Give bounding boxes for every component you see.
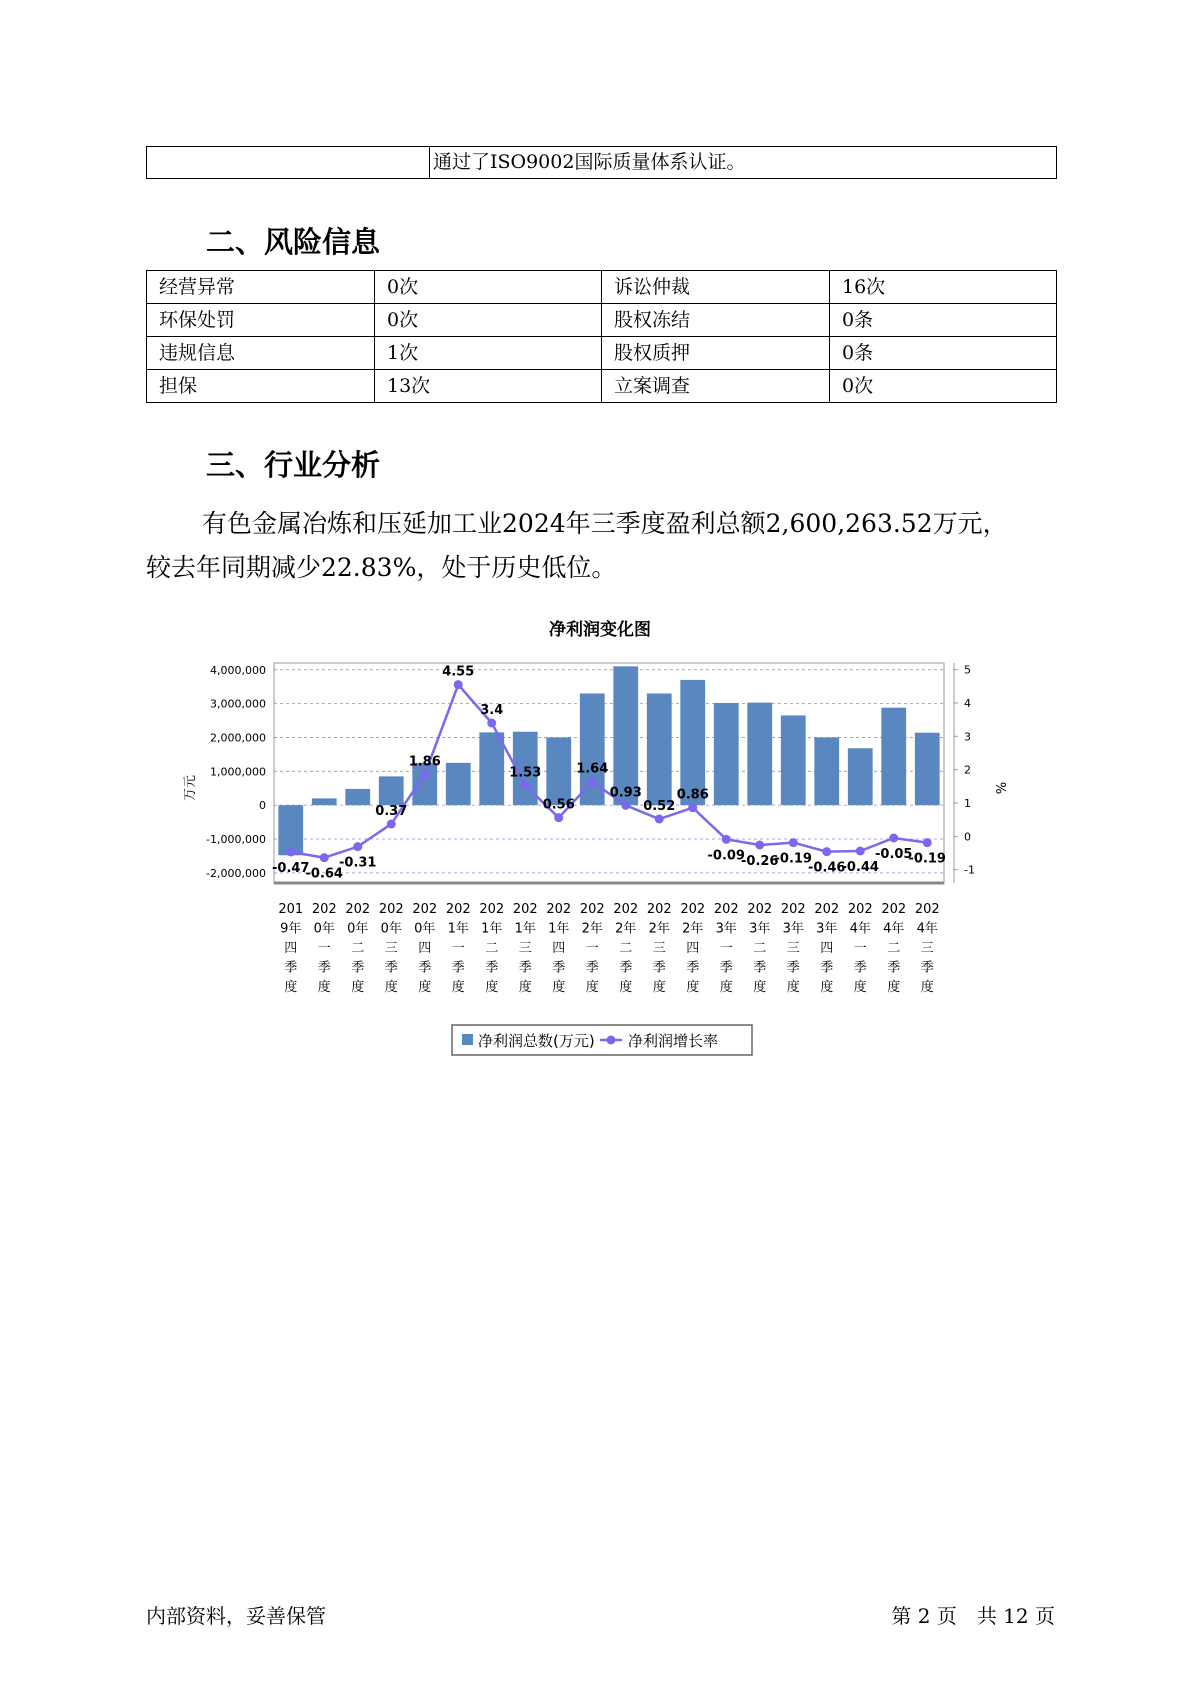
growth-point	[822, 847, 831, 856]
x-tick-label: 202 3年一季度	[713, 902, 739, 995]
plot-area	[274, 663, 944, 883]
bar	[814, 737, 839, 805]
bar	[613, 666, 638, 805]
x-tick-label: 202 3年二季度	[747, 902, 773, 995]
bar	[881, 708, 906, 805]
left-axis-label: 万元	[183, 774, 198, 802]
cert-value-cell: 通过了ISO9002国际质量体系认证。	[430, 147, 1057, 179]
x-tick-label: 202 4年一季度	[847, 902, 873, 995]
x-tick-label: 201 9年四季度	[278, 902, 304, 995]
left-tick-label: 3,000,000	[210, 697, 266, 711]
growth-point	[889, 834, 898, 843]
x-tick-label: 202 1年三季度	[512, 902, 538, 995]
paragraph-line-1: 有色金属冶炼和压延加工业2024年三季度盈利总额2,600,263.52万元，	[202, 509, 1008, 538]
data-label: -0.64	[305, 866, 343, 882]
right-tick-label: 1	[964, 797, 971, 810]
net-profit-chart	[170, 615, 1007, 1065]
data-label: -0.19	[774, 851, 812, 867]
table-row	[147, 370, 1057, 403]
growth-point	[722, 835, 731, 844]
growth-point	[789, 838, 798, 847]
right-tick-label: 2	[964, 763, 971, 777]
bar	[479, 732, 504, 805]
growth-point	[387, 820, 396, 829]
x-tick-label: 202 1年二季度	[479, 902, 505, 995]
growth-point	[588, 777, 597, 786]
x-tick-label: 202 4年二季度	[881, 902, 907, 995]
right-axis-ticks	[954, 663, 975, 883]
growth-point	[320, 853, 329, 862]
risk-item-value: 0条	[830, 304, 1057, 337]
bar	[714, 703, 739, 805]
industry-analysis-paragraph	[146, 502, 1066, 590]
data-label: 3.4	[480, 703, 504, 718]
paragraph-line-2: 较去年同期减少22.83%，处于历史低位。	[146, 553, 617, 582]
data-label: 0.52	[643, 799, 676, 814]
bar	[546, 737, 571, 805]
cert-label-cell	[147, 147, 430, 179]
data-label: 0.56	[542, 797, 575, 813]
bar	[848, 748, 873, 805]
risk-item-value: 0次	[375, 304, 602, 337]
left-tick-label: -1,000,000	[206, 833, 266, 846]
risk-item-label: 违规信息	[147, 337, 375, 370]
x-tick-label: 202 0年一季度	[311, 902, 337, 995]
left-axis-ticks	[206, 664, 266, 880]
x-axis-labels	[278, 902, 939, 995]
risk-item-value: 1次	[375, 337, 602, 370]
certification-table	[146, 146, 1057, 179]
risk-item-label: 股权冻结	[602, 304, 830, 337]
risk-item-value: 16次	[830, 271, 1057, 304]
risk-item-label: 立案调查	[602, 370, 830, 403]
x-tick-label: 202 1年一季度	[445, 902, 471, 995]
risk-item-value: 13次	[375, 370, 602, 403]
bar	[747, 703, 772, 806]
growth-point	[621, 801, 630, 810]
x-tick-label: 202 2年四季度	[680, 902, 706, 995]
x-tick-label: 202 1年四季度	[546, 902, 572, 995]
bar	[379, 776, 404, 805]
page-number: 第 2 页 共 12 页	[891, 1604, 1055, 1628]
growth-point	[420, 770, 429, 779]
data-label: 1.64	[576, 761, 609, 777]
x-tick-label: 202 2年三季度	[646, 902, 672, 995]
table-row	[147, 337, 1057, 370]
data-label: 0.86	[676, 787, 709, 803]
x-tick-label: 202 2年一季度	[579, 902, 605, 995]
risk-item-label: 环保处罚	[147, 304, 375, 337]
growth-point	[454, 680, 463, 689]
bar	[345, 789, 370, 805]
bar	[915, 733, 940, 805]
growth-point	[521, 781, 530, 790]
data-label: 1.53	[509, 765, 542, 781]
table-row	[147, 271, 1057, 304]
right-tick-label: 0	[964, 830, 971, 844]
legend-line-marker	[607, 1036, 616, 1045]
data-label: -0.19	[908, 851, 946, 867]
growth-point	[554, 813, 563, 822]
plot-frame	[274, 663, 944, 883]
left-tick-label: -2,000,000	[206, 866, 266, 880]
x-tick-label: 202 0年三季度	[378, 902, 404, 995]
left-tick-label: 0	[259, 799, 266, 813]
x-tick-label: 202 0年四季度	[412, 902, 438, 995]
data-label: -0.44	[841, 860, 879, 875]
bar	[446, 763, 471, 805]
bar	[680, 680, 705, 805]
risk-section-heading: 二、风险信息	[206, 225, 381, 259]
chart-legend	[452, 1025, 752, 1055]
industry-section-heading: 三、行业分析	[206, 448, 381, 482]
risk-info-table	[146, 270, 1057, 403]
growth-point	[856, 847, 865, 856]
left-tick-label: 2,000,000	[210, 731, 266, 745]
x-tick-label: 202 3年三季度	[780, 902, 806, 995]
data-label: -0.31	[339, 855, 377, 871]
data-label: 1.86	[408, 754, 441, 770]
right-tick-label: 3	[964, 730, 971, 744]
risk-item-value: 0条	[830, 337, 1057, 370]
data-label: 0.93	[609, 785, 642, 801]
legend-bar-swatch	[462, 1034, 473, 1045]
data-label: -0.47	[272, 861, 310, 876]
risk-item-label: 经营异常	[147, 271, 375, 304]
growth-point	[923, 838, 932, 847]
risk-item-value: 0次	[375, 271, 602, 304]
right-axis-label: %	[992, 781, 1007, 795]
growth-point	[353, 842, 362, 851]
x-tick-label: 202 4年三季度	[914, 902, 940, 995]
table-row	[147, 147, 1057, 179]
risk-item-value: 0次	[830, 370, 1057, 403]
data-label: -0.05	[875, 847, 913, 862]
x-tick-label: 202 2年二季度	[613, 902, 639, 995]
growth-point	[655, 815, 664, 824]
growth-point	[487, 719, 496, 728]
data-label: -0.26	[741, 854, 779, 869]
data-label: 4.55	[442, 664, 475, 680]
left-tick-label: 1,000,000	[210, 765, 266, 779]
footer-note: 内部资料，妥善保管	[146, 1604, 326, 1628]
risk-item-label: 担保	[147, 370, 375, 403]
data-label: -0.09	[707, 848, 745, 864]
risk-item-label: 股权质押	[602, 337, 830, 370]
data-label: -0.46	[808, 860, 846, 876]
legend-bar-label: 净利润总数(万元)	[478, 1032, 595, 1050]
table-row	[147, 304, 1057, 337]
right-tick-label: -1	[964, 863, 975, 877]
growth-point	[286, 848, 295, 857]
right-tick-label: 4	[964, 697, 971, 710]
bar	[312, 798, 337, 805]
risk-item-label: 诉讼仲裁	[602, 271, 830, 304]
x-tick-label: 202 0年二季度	[345, 902, 371, 995]
bar	[647, 693, 672, 805]
growth-point	[755, 841, 764, 850]
legend-line-label: 净利润增长率	[628, 1032, 719, 1050]
x-tick-label: 202 3年四季度	[814, 902, 840, 995]
bar	[781, 715, 806, 805]
left-tick-label: 4,000,000	[210, 663, 266, 677]
growth-point	[688, 803, 697, 812]
right-tick-label: 5	[964, 663, 971, 677]
chart-title: 净利润变化图	[549, 620, 651, 640]
data-label: 0.37	[375, 804, 408, 819]
